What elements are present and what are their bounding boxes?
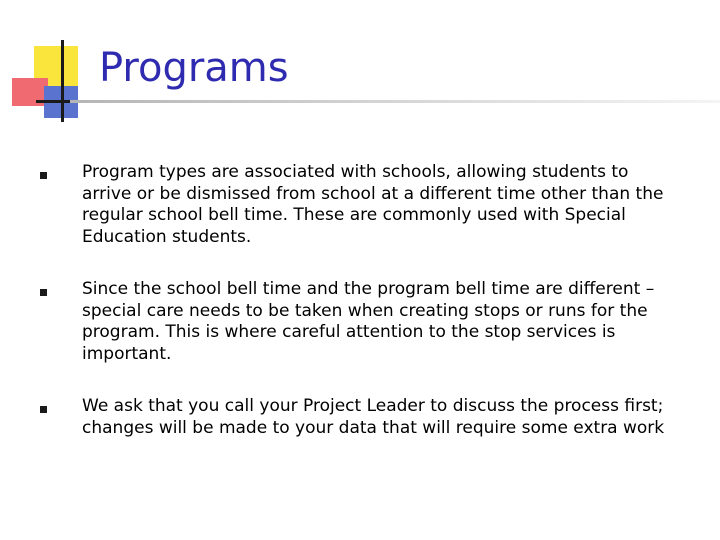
logo-vertical-line xyxy=(61,40,64,122)
title-underline xyxy=(70,100,720,103)
slide-title: Programs xyxy=(99,45,289,91)
bullet-text: Since the school bell time and the program bell time are different – special care needs to be taken when creating stops or runs for the program. This is where careful attention to the stop services is important. xyxy=(82,279,655,364)
bullet-square-icon xyxy=(40,406,47,413)
bullet-text: Program types are associated with schools, allowing students to arrive or be dismissed from school at a different time other than the regular school bell time. These are commonly used with Special Education students. xyxy=(82,162,664,247)
bullet-square-icon xyxy=(40,172,47,179)
bullet-square-icon xyxy=(40,289,47,296)
corner-logo-icon xyxy=(0,0,110,130)
bullet-text: We ask that you call your Project Leader to discuss the process first; changes will be made to your data that will require some extra work xyxy=(82,396,665,438)
